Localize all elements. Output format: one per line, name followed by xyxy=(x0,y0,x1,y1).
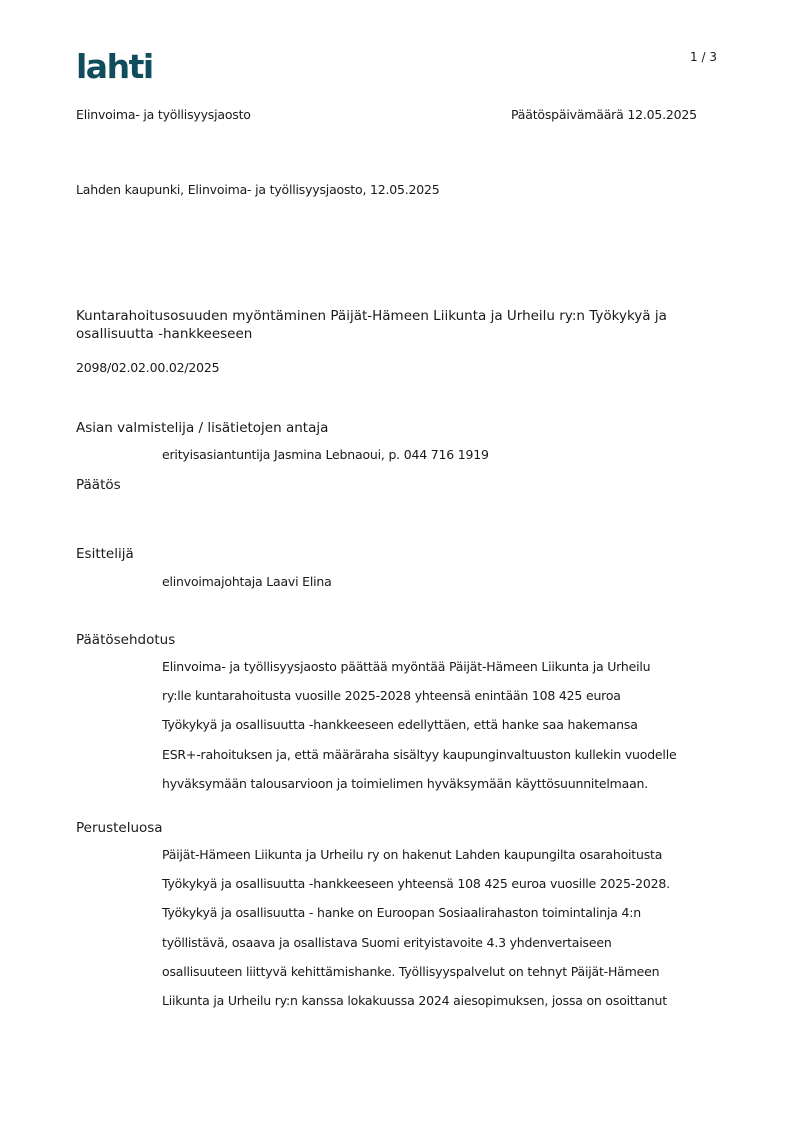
proposal-text xyxy=(162,652,722,798)
preparer-heading: Asian valmistelija / lisätietojen antaja xyxy=(76,420,329,436)
rationale-heading: Perusteluosa xyxy=(76,820,163,836)
proposal-line: ESR+-rahoituksen ja, että määräraha sisältyy kaupunginvaltuuston kullekin vuodelle xyxy=(162,746,677,762)
page-number: 1 / 3 xyxy=(690,50,717,64)
title-line-1: Kuntarahoitusosuuden myöntäminen Päijät-Hämeen Liikunta ja Urheilu ry:n Työkykyä ja xyxy=(76,308,667,324)
preparer-value: erityisasiantuntija Jasmina Lebnaoui, p. 044 716 1919 xyxy=(162,447,489,462)
decision-heading: Päätös xyxy=(76,477,121,493)
case-number: 2098/02.02.00.02/2025 xyxy=(76,360,220,375)
meta-line: Lahden kaupunki, Elinvoima- ja työllisyysjaosto, 12.05.2025 xyxy=(76,182,440,197)
proposal-line: hyväksymään talousarvioon ja toimielimen hyväksymään käyttösuunnitelmaan. xyxy=(162,775,649,791)
proposal-line: ry:lle kuntarahoitusta vuosille 2025-2028 yhteensä enintään 108 425 euroa xyxy=(162,688,621,704)
lahti-logo xyxy=(76,48,168,86)
rationale-line: osallisuuteen liittyvä kehittämishanke. Työllisyyspalvelut on tehnyt Päijät-Hämeen xyxy=(162,963,660,979)
logo-text: lahti xyxy=(76,48,153,82)
presenter-heading: Esittelijä xyxy=(76,546,134,562)
proposal-line: Työkykyä ja osallisuutta -hankkeeseen edellyttäen, että hanke saa hakemansa xyxy=(162,717,638,733)
proposal-heading: Päätösehdotus xyxy=(76,632,176,648)
decision-date: Päätöspäivämäärä 12.05.2025 xyxy=(511,107,697,122)
rationale-text xyxy=(162,840,722,1015)
rationale-line: Liikunta ja Urheilu ry:n kanssa lokakuussa 2024 aiesopimuksen, jossa on osoittanut xyxy=(162,993,667,1009)
rationale-line: Työkykyä ja osallisuutta - hanke on Euroopan Sosiaalirahaston toimintalinja 4:n xyxy=(162,905,641,921)
rationale-line: Päijät-Hämeen Liikunta ja Urheilu ry on hakenut Lahden kaupungilta osarahoitusta xyxy=(162,847,663,862)
committee-name: Elinvoima- ja työllisyysjaosto xyxy=(76,107,251,122)
title-line-2: osallisuutta -hankkeeseen xyxy=(76,326,253,342)
rationale-line: Työkykyä ja osallisuutta -hankkeeseen yhteensä 108 425 euroa vuosille 2025-2028. xyxy=(162,876,670,892)
rationale-line: työllistävä, osaava ja osallistava Suomi erityistavoite 4.3 yhdenvertaiseen xyxy=(162,934,612,950)
proposal-line: Elinvoima- ja työllisyysjaosto päättää myöntää Päijät-Hämeen Liikunta ja Urheilu xyxy=(162,659,651,674)
presenter-value: elinvoimajohtaja Laavi Elina xyxy=(162,574,332,589)
